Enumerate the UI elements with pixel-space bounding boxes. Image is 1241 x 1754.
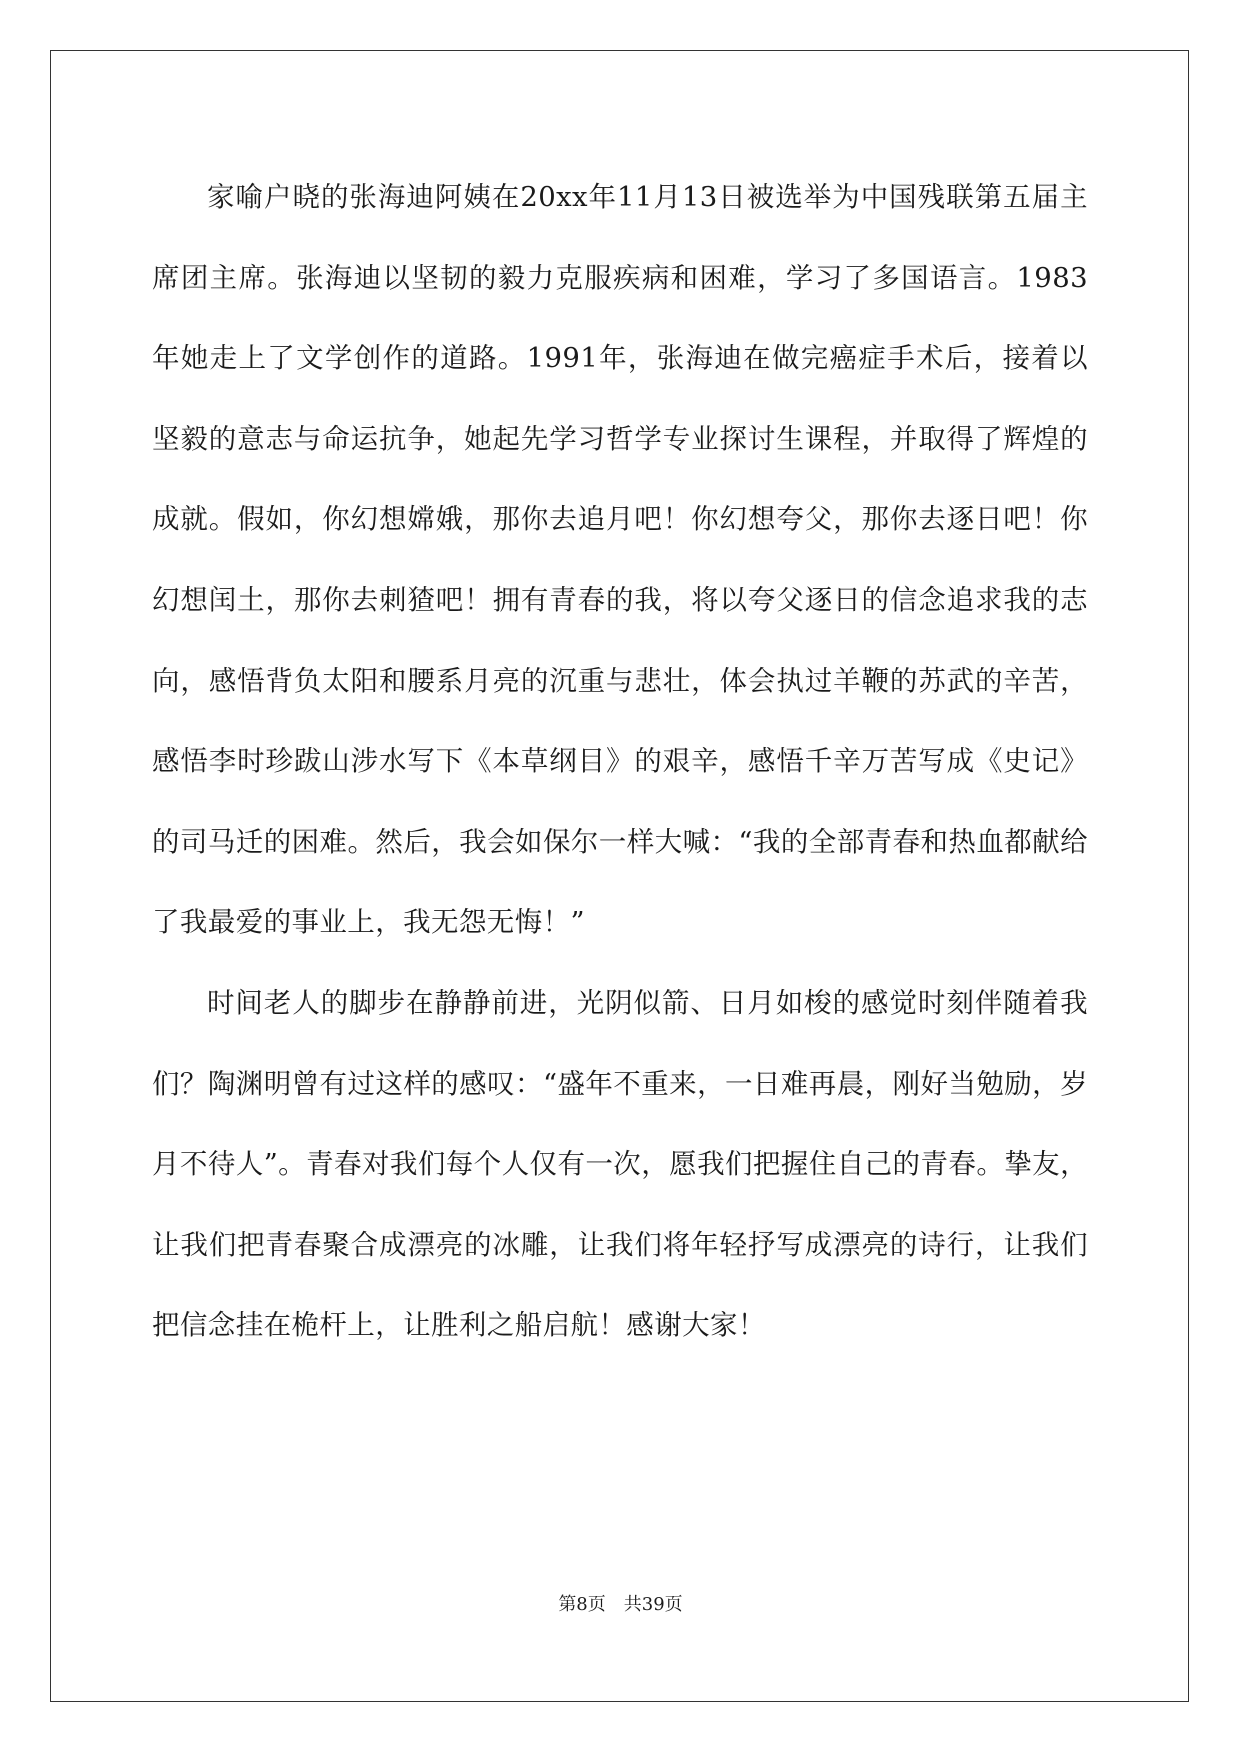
page-number: 第8页 [558, 1594, 606, 1615]
document-body [152, 157, 1088, 1366]
page-footer [0, 1590, 1241, 1616]
paragraph-1: 家喻户晓的张海迪阿姨在20xx年11月13日被选举为中国残联第五届主席团主席。张海迪以坚韧的毅力克服疾病和困难，学习了多国语言。1983年她走上了文学创作的道路。1991年，张海迪在做完癌症手术后，接着以坚毅的意志与命运抗争，她起先学习哲学专业探讨生课程，并取得了辉煌的成就。假如，你幻想嫦娥，那你去追月吧！你幻想夸父，那你去逐日吧！你幻想闰土，那你去刺猹吧！拥有青春的我，将以夸父逐日的信念追求我的志向，感悟背负太阳和腰系月亮的沉重与悲壮，体会执过羊鞭的苏武的辛苦，感悟李时珍跋山涉水写下《本草纲目》的艰辛，感悟千辛万苦写成《史记》的司马迁的困难。然后，我会如保尔一样大喊：“我的全部青春和热血都献给了我最爱的事业上，我无怨无悔！” [152, 181, 1088, 939]
page-total: 共39页 [623, 1594, 683, 1615]
paragraph-2: 时间老人的脚步在静静前进，光阴似箭、日月如梭的感觉时刻伴随着我们？陶渊明曾有过这样的感叹：“盛年不重来，一日难再晨，刚好当勉励，岁月不待人”。青春对我们每个人仅有一次，愿我们把握住自己的青春。挚友，让我们把青春聚合成漂亮的冰雕，让我们将年轻抒写成漂亮的诗行，让我们把信念挂在桅杆上，让胜利之船启航！感谢大家！ [152, 986, 1088, 1342]
